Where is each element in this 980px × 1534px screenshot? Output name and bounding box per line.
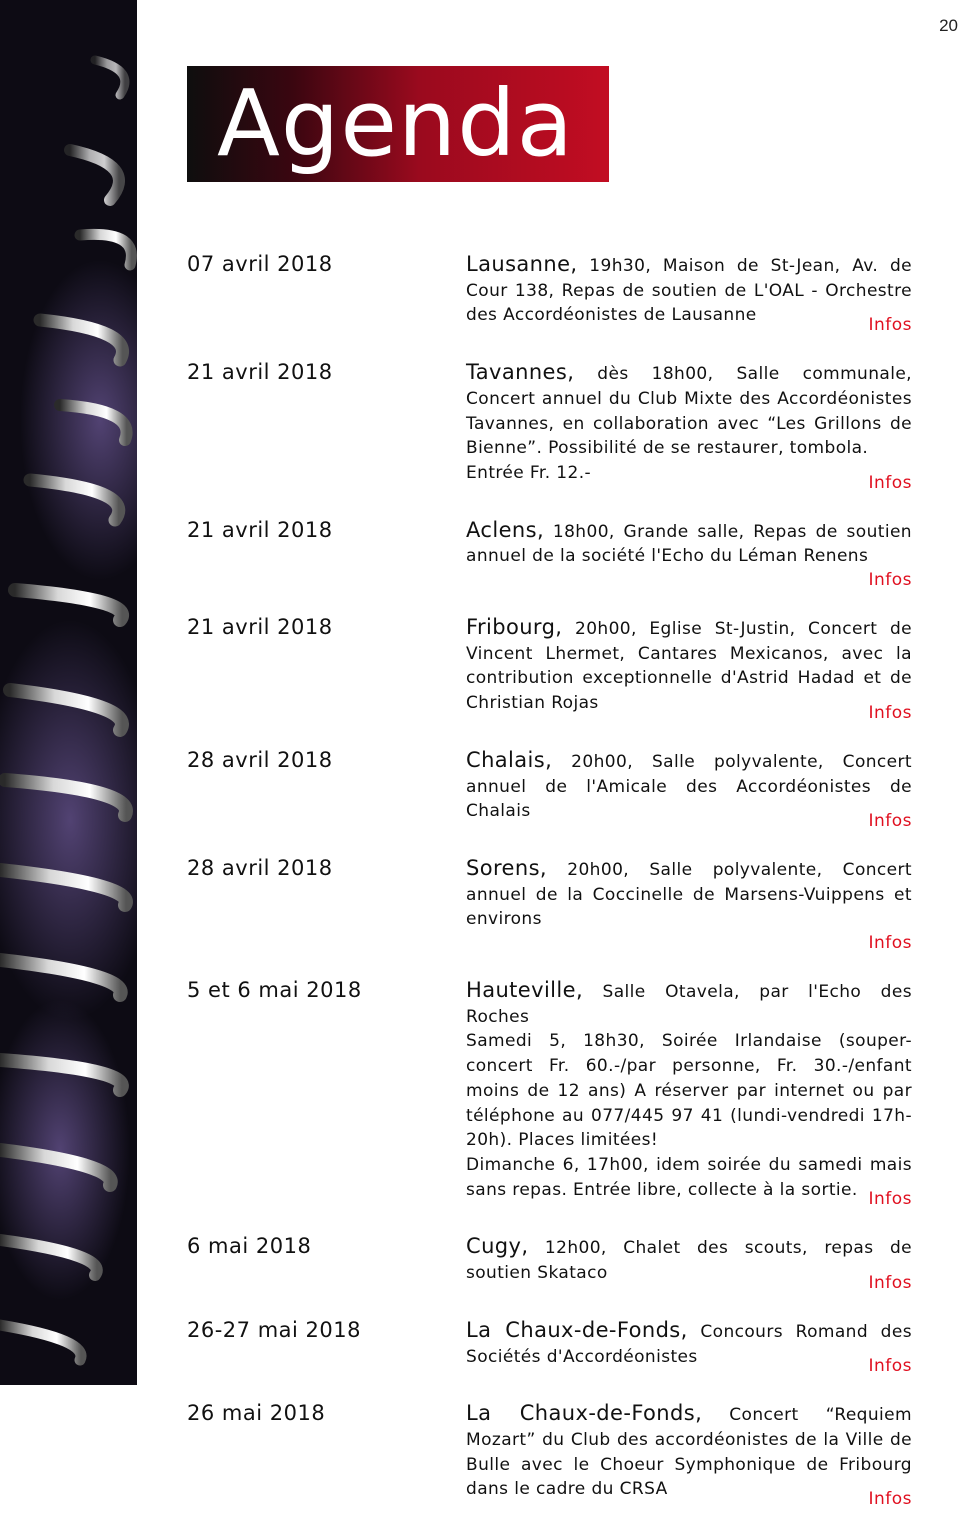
entry-place: Sorens, [466,855,547,880]
accordion-rings-image [0,0,137,1385]
agenda-entry [187,748,913,830]
infos-link[interactable]: Infos [868,1189,912,1210]
entry-extra-2: Dimanche 6, 17h00, idem soirée du samedi mais sans repas. Entrée libre, collecte à la sortie. [466,1154,912,1200]
accordion-photo [0,0,137,1385]
entry-place: La Chaux-de-Fonds, [466,1401,703,1426]
entry-text: 20h00, Salle polyvalente, Concert annuel de la Coccinelle de Marsens-Vuippens et environs [466,859,912,930]
entry-text: Concert “Requiem Mozart” du Club des accordéonistes de la Ville de Bulle avec le Choeur Symphonique de Fribourg dans le cadre du CRSA [466,1405,912,1500]
entry-place: Cugy, [466,1234,529,1259]
entry-date: 26 mai 2018 [187,1401,326,1426]
entry-text: 19h30, Maison de St-Jean, Av. de Cour 138, Repas de soutien de L'OAL - Orchestre des Accordéonistes de Lausanne [466,256,913,326]
agenda-entry [187,615,913,722]
agenda-entry [187,1318,913,1375]
agenda-list [187,252,913,1534]
entry-date: 28 avril 2018 [187,747,333,772]
entry-date: 5 et 6 mai 2018 [187,978,362,1003]
entry-description [466,1318,912,1375]
entry-description [466,856,912,952]
entry-text: 18h00, Grande salle, Repas de soutien annuel de la société l'Echo du Léman Renens [466,521,912,567]
entry-date: 6 mai 2018 [187,1234,312,1259]
entry-place: Fribourg, [466,615,563,640]
infos-link[interactable]: Infos [868,315,912,336]
infos-link[interactable]: Infos [868,702,912,723]
entry-description [466,748,912,830]
infos-link[interactable]: Infos [868,570,912,591]
entry-text: 20h00, Eglise St-Justin, Concert de Vincent Lhermet, Cantares Mexicanos, avec la contribution exceptionnelle d'Astrid Hadad et de Christian Rojas [466,619,912,714]
page-number: 20 [939,16,958,35]
entry-date: 21 avril 2018 [187,517,333,542]
page-title: Agenda [217,70,575,177]
agenda-entry [187,1401,913,1508]
agenda-entry [187,856,913,952]
entry-text: 12h00, Chalet des scouts, repas de soutien Skataco [466,1238,912,1284]
entry-place: Aclens, [466,517,545,542]
entry-place: Chalais, [466,747,553,772]
agenda-entry [187,1234,913,1291]
entry-description [466,978,912,1208]
agenda-entry [187,978,913,1208]
entry-date: 21 avril 2018 [187,360,333,385]
entry-text: 20h00, Salle polyvalente, Concert annuel de l'Amicale des Accordéonistes de Chalais [466,751,912,822]
entry-date: 21 avril 2018 [187,615,333,640]
entry-place: Tavannes, [466,360,575,385]
entry-place: La Chaux-de-Fonds, [466,1317,688,1342]
infos-link[interactable]: Infos [868,472,912,493]
agenda-title-banner [187,66,609,182]
agenda-entry [187,518,913,589]
entry-text: Concours Romand des Sociétés d'Accordéonistes [466,1321,912,1367]
entry-description [466,1234,912,1291]
infos-link[interactable]: Infos [868,810,912,831]
agenda-entry [187,252,913,334]
entry-date: 07 avril 2018 [187,252,333,276]
agenda-entry [187,360,913,492]
entry-description [466,252,912,334]
infos-link[interactable]: Infos [868,933,912,954]
entry-description [466,360,912,492]
entry-text: Salle Otavela, par l'Echo des Roches [466,982,912,1027]
entry-extra: Samedi 5, 18h30, Soirée Irlandaise (souper-concert Fr. 60.-/par personne, Fr. 30.-/enfant moins de 12 ans) A réserver par internet ou par téléphone au 077/445 97 41 (lundi-vendredi 17h-20h). Places limitées! [466,1031,912,1151]
entry-text: dès 18h00, Salle communale, Concert annuel du Club Mixte des Accordéonistes Tavannes, en collaboration avec “Les Grillons de Bienne”. Possibilité de se restaurer, tombola. [466,364,912,459]
infos-link[interactable]: Infos [868,1356,912,1377]
infos-link[interactable]: Infos [868,1272,912,1293]
entry-place: Lausanne, [466,252,578,276]
entry-description [466,1401,912,1508]
entry-description [466,518,912,589]
entry-date: 26-27 mai 2018 [187,1317,361,1342]
entry-date: 28 avril 2018 [187,855,333,880]
entry-extra: Entrée Fr. 12.- [466,462,592,483]
infos-link[interactable]: Infos [868,1489,912,1510]
entry-description [466,615,912,722]
entry-place: Hauteville, [466,978,584,1003]
